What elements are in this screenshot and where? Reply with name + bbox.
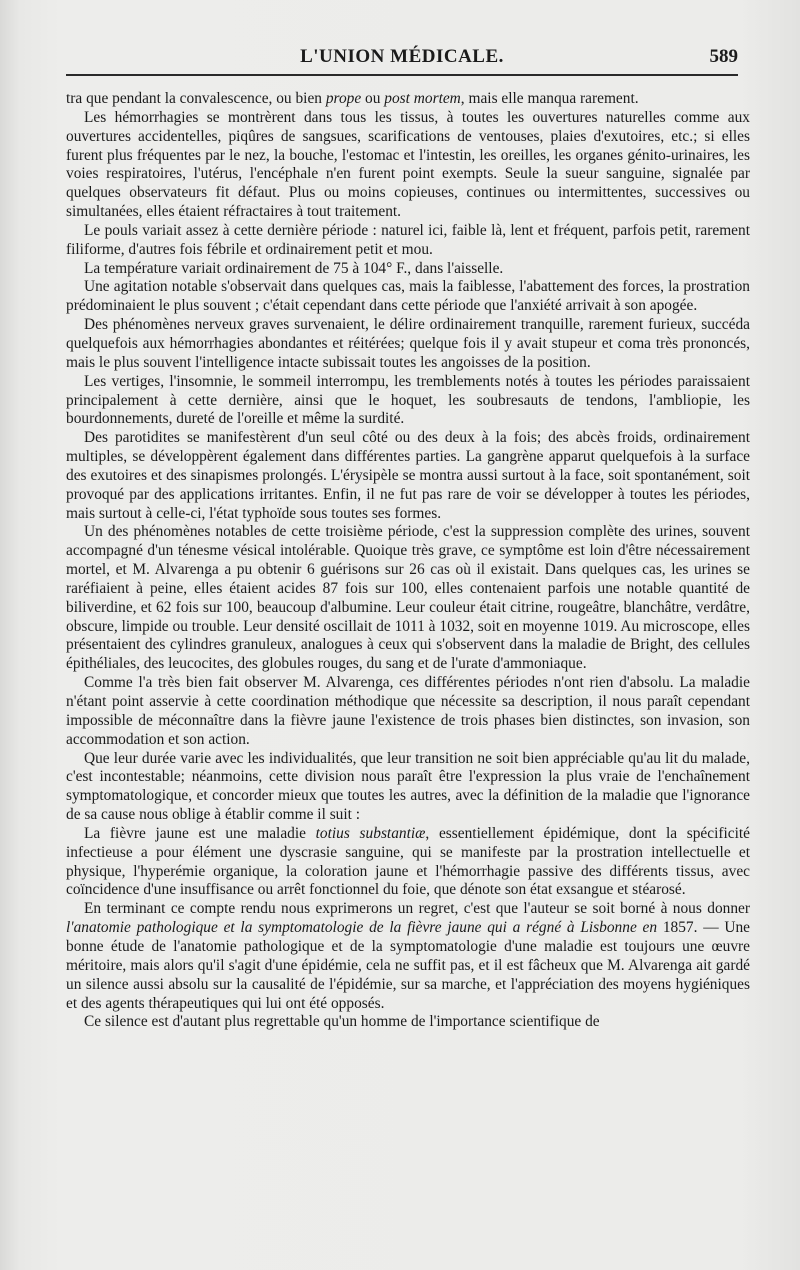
text-run: ou xyxy=(361,90,385,107)
text-run: Ce silence est d'autant plus regrettable qu'un homme de l'importance scientifique de xyxy=(84,1013,600,1031)
italic-run: l'anatomie pathologique et la symptomatologie de la fièvre jaune qui a régné à Lisbonne en xyxy=(66,919,658,937)
text-run: , essentiellement épidémique, dont la spécificité infectieuse a pour élément une dyscrasie sanguine, qui se manifeste par la prostration intellectuelle et physique, l'hyperémie organique, la coloration jaune et l'hémorrhagie passive des différents tissus, avec coïncidence d'une insuffisance ou arrêt fonctionnel du foie, que dénote son état exsangue et stéarosé. xyxy=(66,824,750,899)
paragraph xyxy=(66,523,750,674)
paragraph xyxy=(66,900,750,1013)
paragraph xyxy=(66,825,750,900)
paragraph xyxy=(66,90,750,109)
text-run: Des parotidites se manifestèrent d'un seul côté ou des deux à la fois; des abcès froids, ordinairement multiples, se développèrent également dans différentes parties. La gangrène apparut quelquefois à la surface des exutoires et des sinapismes prolongés. L'érysipèle se montra aussi surtout à la face, soit spontanément, soit provoqué par des applications irritantes. Enfin, il ne fut pas rare de voir se développer à toutes les périodes, mais surtout à celle-ci, l'état typhoïde sous toutes ses formes. xyxy=(66,429,750,522)
text-run: Un des phénomènes notables de cette troisième période, c'est la suppression complète des urines, souvent accompagné d'un ténesme vésical intolérable. Quoique très grave, ce symptôme est loin d'être nécessairement mortel, et M. Alvarenga a pu obtenir 6 guérisons sur 26 cas où il existait. Dans quelques cas, les urines se raréfiaient à peine, elles étaient acides 87 fois sur 100, elles contenaient parfois une notable quantité de biliverdine, et 62 fois sur 100, beaucoup d'albumine. Leur couleur était citrine, rougeâtre, blanchâtre, verdâtre, obscure, limpide ou trouble. Leur densité oscillait de 1011 à 1032, soit en moyenne 1019. Au microscope, elles présentaient des cylindres granuleux, analogues à ceux qui s'observent dans la maladie de Bright, des cellules épithéliales, des leucocites, des globules rouges, du sang et de l'urate d'ammoniaque. xyxy=(66,523,750,673)
text-run: La température variait ordinairement de 75 à 104° F., dans l'aisselle. xyxy=(84,259,504,277)
paragraph xyxy=(66,278,750,316)
body-text xyxy=(66,90,750,1032)
paragraph xyxy=(66,316,750,373)
text-run: Les hémorrhagies se montrèrent dans tous les tissus, à toutes les ouvertures naturelles comme aux ouvertures accidentelles, piqûres de sangsues, scarifications de ventouses, plaies d'exutoires, etc.; si elles furent plus fréquentes par le nez, la bouche, l'estomac et l'intestin, les oreilles, les organes génito-urinaires, les voies respiratoires, l'utérus, l'encéphale n'en furent point exempts. Seule la sueur sanguine, signalée par quelques observateurs fit défaut. Plus ou moins copieuses, continues ou intermittentes, successives ou simultanées, elles étaient réfractaires à tout traitement. xyxy=(66,108,750,221)
text-run: Une agitation notable s'observait dans quelques cas, mais la faiblesse, l'abattement des forces, la prostration prédominaient le plus souvent ; c'était cependant dans cette période que l'anxiété arrivait à son apogée. xyxy=(66,278,750,315)
text-run: 1857. — Une bonne étude de l'anatomie pathologique et de la symptomatologie d'une maladie est toujours une œuvre méritoire, mais alors qu'il s'agit d'une épidémie, cela ne suffit pas, et il est fâcheux que M. Alvarenga ait gardé un silence aussi absolu sur la causalité de l'épidémie, sur sa marche, et l'appréciation des moyens hygiéniques et des agents thérapeutiques qui lui ont été opposés. xyxy=(66,919,750,1012)
italic-run: post mortem xyxy=(384,90,461,107)
paragraph xyxy=(66,222,750,260)
running-title: L'UNION MÉDICALE. xyxy=(300,46,504,67)
paragraph xyxy=(66,750,750,825)
text-run: , mais elle manqua rarement. xyxy=(460,90,639,107)
paragraph xyxy=(66,674,750,749)
paragraph xyxy=(66,373,750,430)
page-number: 589 xyxy=(709,46,738,67)
text-run: En terminant ce compte rendu nous exprimerons un regret, c'est que l'auteur se soit borné à nous donner xyxy=(84,900,750,918)
text-run: Que leur durée varie avec les individualités, que leur transition ne soit bien appréciable qu'au lit du malade, c'est incontestable; néanmoins, cette division nous paraît être l'expression la plus vraie de l'enchaînement symptomatologique, et concorder mieux que toutes les autres, avec la définition de la maladie que l'ignorance de sa cause nous oblige à établir comme il suit : xyxy=(66,749,750,824)
header-rule xyxy=(66,74,738,76)
text-run: tra que pendant la convalescence, ou bien xyxy=(66,90,326,107)
paragraph xyxy=(66,109,750,222)
paragraph xyxy=(66,429,750,523)
text-run: Le pouls variait assez à cette dernière période : naturel ici, faible là, lent et fréquent, parfois petit, rarement filiforme, d'autres fois fébrile et ordinairement petit et mou. xyxy=(66,221,750,258)
italic-run: prope xyxy=(325,90,362,107)
page-header xyxy=(66,44,738,74)
italic-run: totius substantiæ xyxy=(315,824,426,842)
text-run: Comme l'a très bien fait observer M. Alvarenga, ces différentes périodes n'ont rien d'absolu. La maladie n'étant point asservie à cette coordination méthodique que nécessite sa description, il nous paraît cependant impossible de méconnaître dans la fièvre jaune l'existence de trois phases bien distinctes, son invasion, son accommodation et son action. xyxy=(66,674,750,748)
paragraph xyxy=(66,1013,750,1032)
paragraph xyxy=(66,260,750,279)
text-run: Les vertiges, l'insomnie, le sommeil interrompu, les tremblements notés à toutes les périodes paraissaient principalement à cette dernière, ainsi que le hoquet, les soubresauts de tendons, l'ambliopie, les bourdonnements, dureté de l'oreille et même la surdité. xyxy=(66,372,750,428)
text-run: Des phénomènes nerveux graves survenaient, le délire ordinairement tranquille, rarement furieux, succéda quelquefois aux hémorrhagies abondantes et réitérées; quelque fois il y avait stupeur et coma très prononcés, mais le plus souvent l'intelligence intacte subissait toutes les angoisses de la position. xyxy=(66,316,750,371)
text-run: La fièvre jaune est une maladie xyxy=(84,824,316,842)
